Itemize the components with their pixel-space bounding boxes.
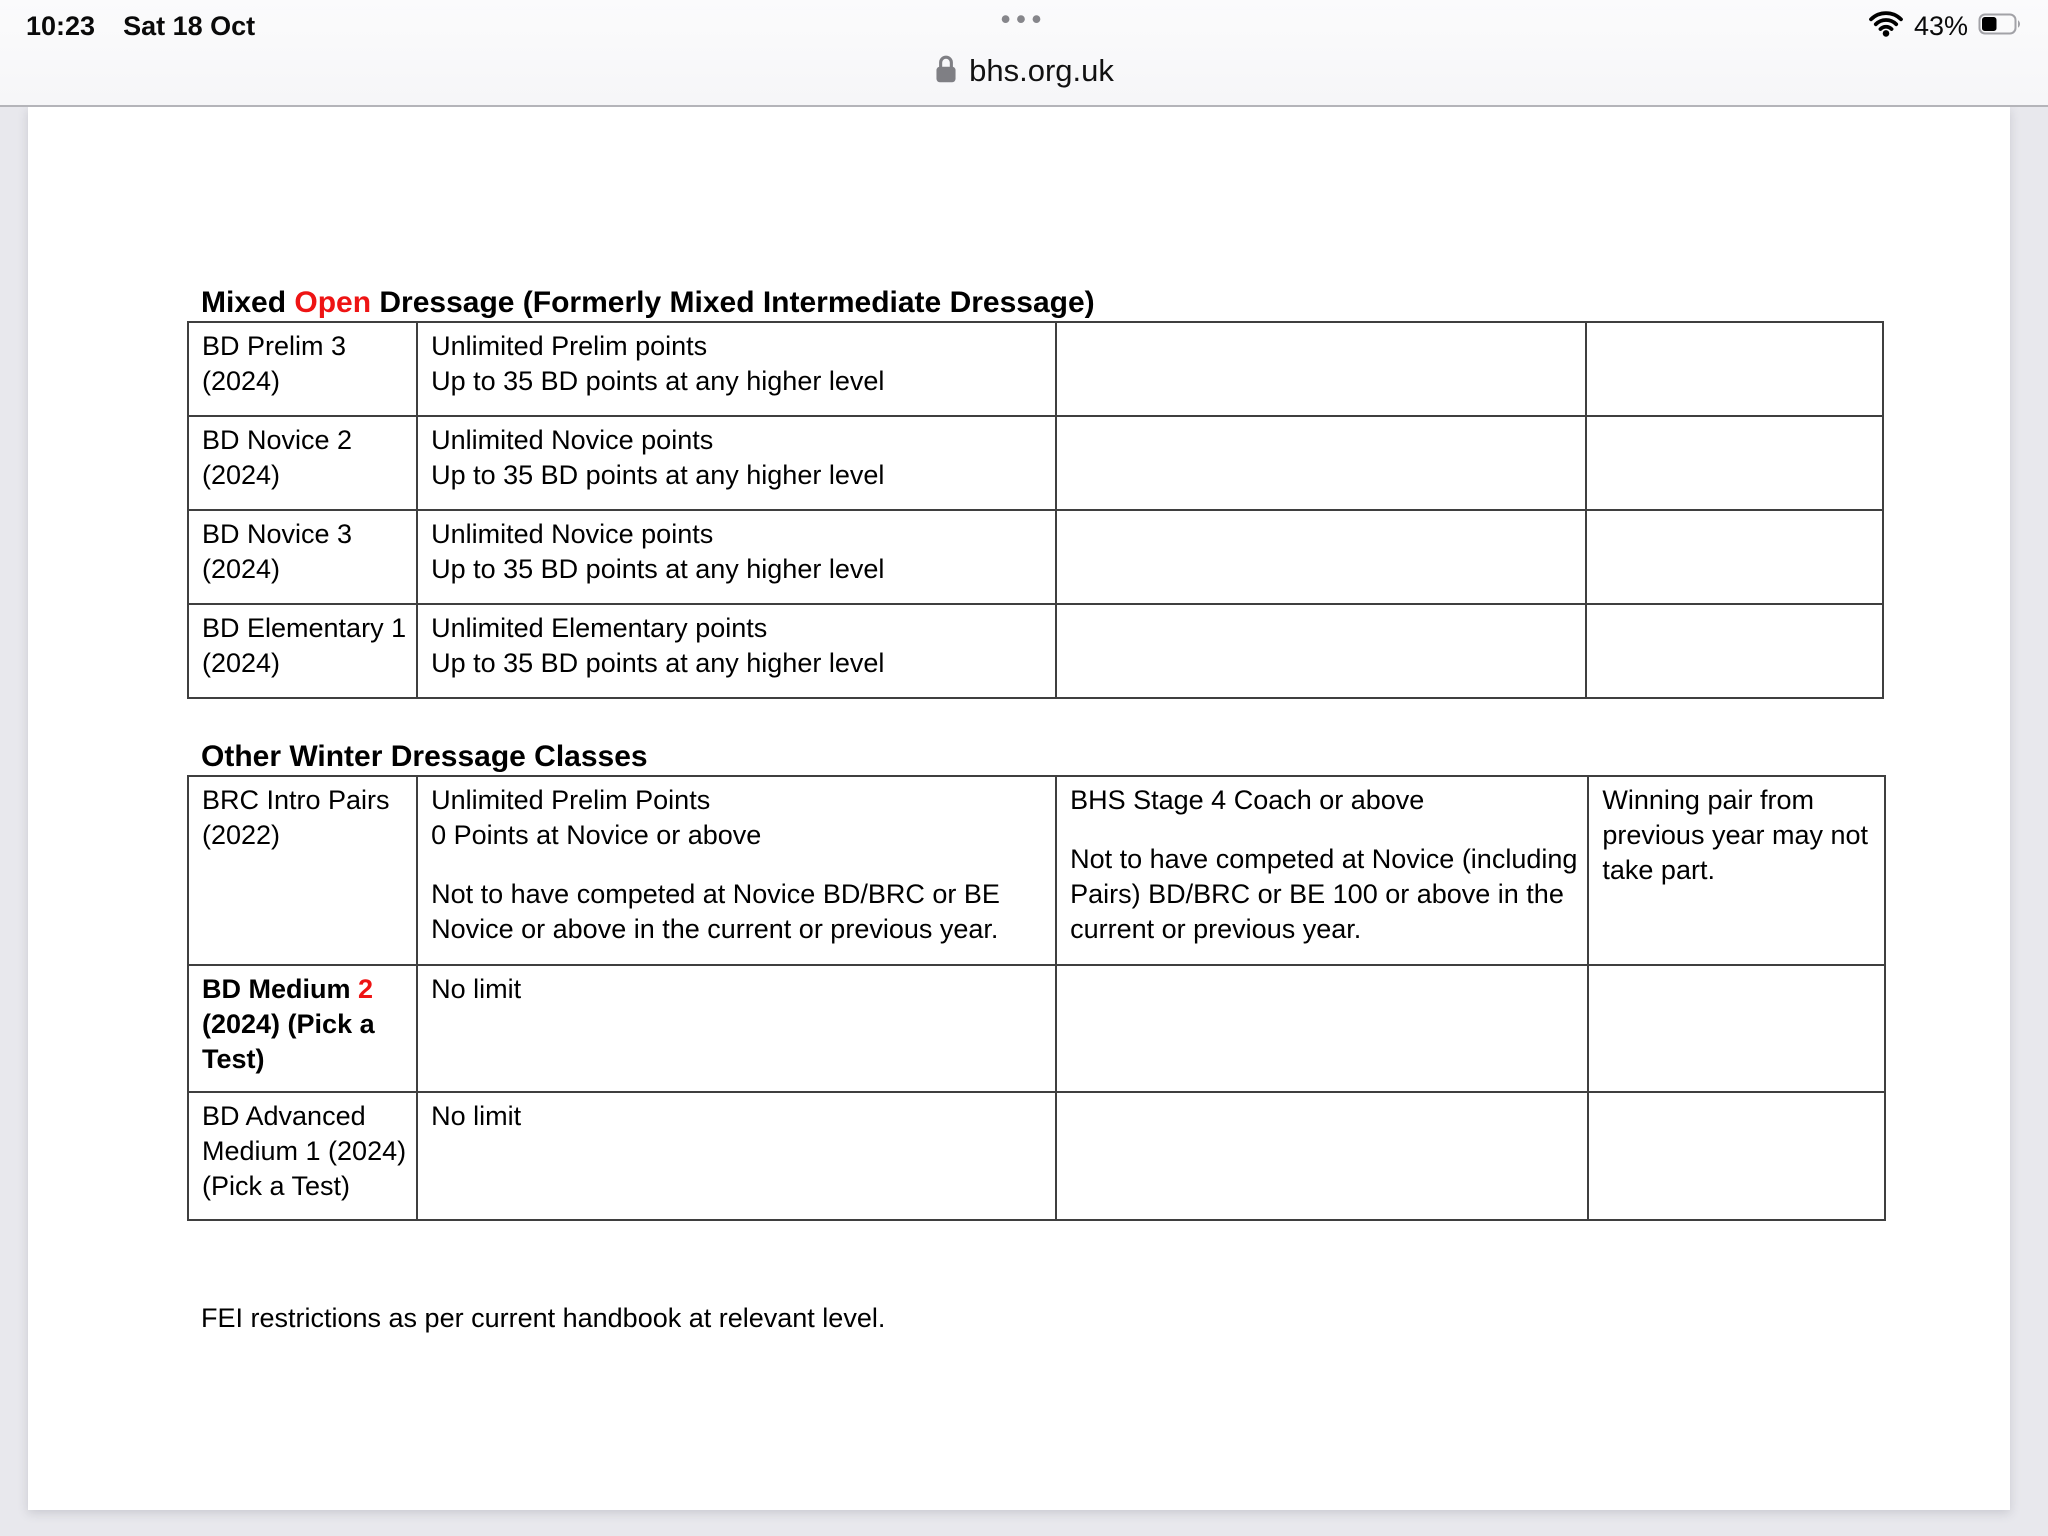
cell-empty [1586,604,1883,698]
criteria-line: Unlimited Prelim Points [431,785,711,815]
cell-class-name [188,322,417,416]
cell-class-name [188,776,417,965]
fei-restrictions-note: FEI restrictions as per current handbook at relevant level. [201,1303,886,1333]
criteria-line: Unlimited Novice points [431,519,714,549]
cell-points-criteria [417,965,1056,1092]
title-text: Mixed [201,286,295,319]
table-row [188,1092,1885,1220]
title-highlight: Open [294,286,372,319]
class-name-line: BD Advanced [202,1101,366,1131]
cell-points-criteria [417,416,1056,510]
class-name-line: (2024) [202,460,281,490]
cell-empty [1586,322,1883,416]
class-name-line [202,972,406,1007]
cell-empty [1588,1092,1885,1220]
status-time: 10:23 [26,10,96,41]
document-page [28,107,2010,1510]
class-name-line: BRC Intro Pairs [202,785,390,815]
section2-title: Other Winter Dressage Classes [201,740,648,773]
class-name-highlight: 2 [358,974,374,1004]
class-name-line: BD Elementary 1 [202,613,407,643]
restriction-line: take part. [1602,855,1715,885]
paragraph-gap [431,853,1045,877]
cell-class-name [188,965,417,1092]
cell-coach-requirement [1056,776,1588,965]
title-text: Dressage (Formerly Mixed Intermediate Dressage) [371,286,1095,319]
status-bar [0,0,2048,44]
criteria-line: Unlimited Novice points [431,425,714,455]
coach-line: BHS Stage 4 Coach or above [1070,785,1425,815]
cell-empty [1056,322,1586,416]
other-winter-dressage-table [187,775,1886,1221]
class-name-line: (2024) [202,648,281,678]
status-date: Sat 18 Oct [123,10,256,41]
lock-icon [934,53,958,89]
paragraph-gap [1070,818,1577,842]
table-row [188,965,1885,1092]
status-left [26,11,255,42]
criteria-line: Up to 35 BD points at any higher level [431,460,885,490]
battery-percent: 43% [1913,10,1968,41]
class-name-line: BD Novice 2 [202,425,353,455]
restriction-line: previous year may not [1602,820,1869,850]
class-name-line: (2022) [202,820,281,850]
criteria-line: Unlimited Prelim points [431,331,708,361]
cell-empty [1588,965,1885,1092]
class-name-line: Test) [202,1044,265,1074]
section1-title [201,285,2010,321]
cell-empty [1056,604,1586,698]
table-row [188,416,1883,510]
cell-points-criteria [417,604,1056,698]
cell-class-name [188,604,417,698]
table-row [188,604,1883,698]
cell-points-criteria [417,510,1056,604]
cell-restriction [1588,776,1885,965]
criteria-line: Up to 35 BD points at any higher level [431,366,885,396]
criteria-line: Not to have competed at Novice BD/BRC or BE [431,879,1000,909]
restriction-line: Winning pair from [1602,785,1814,815]
coach-line: Not to have competed at Novice (including [1070,844,1578,874]
ellipsis-icon[interactable]: ••• [1000,4,1048,34]
cell-class-name [188,416,417,510]
table-row [188,510,1883,604]
class-name-line: (2024) [202,366,281,396]
cell-class-name [188,510,417,604]
criteria-line: Up to 35 BD points at any higher level [431,648,885,678]
table-row [188,322,1883,416]
document-content [28,107,2010,1336]
criteria-line: Unlimited Elementary points [431,613,768,643]
battery-icon [1978,13,2022,40]
url-text: bhs.org.uk [969,53,1114,88]
class-name-line: (2024) [202,554,281,584]
coach-line: current or previous year. [1070,914,1362,944]
criteria-line: 0 Points at Novice or above [431,820,762,850]
cell-empty [1586,416,1883,510]
cell-empty [1056,965,1588,1092]
criteria-line: No limit [431,1101,522,1131]
class-name-line: (Pick a Test) [202,1171,351,1201]
class-name-line: (2024) (Pick a [202,1009,375,1039]
mixed-open-dressage-table [187,321,1884,699]
status-right [1868,10,2022,42]
class-name-line: Medium 1 (2024) [202,1136,407,1166]
class-name-line: BD Novice 3 [202,519,353,549]
wifi-icon [1868,10,1904,42]
cell-points-criteria [417,1092,1056,1220]
criteria-line: Novice or above in the current or previous year. [431,914,999,944]
cell-points-criteria [417,322,1056,416]
cell-empty [1056,416,1586,510]
cell-points-criteria [417,776,1056,965]
class-name-line: BD Prelim 3 [202,331,347,361]
cell-class-name [188,1092,417,1220]
safari-toolbar [0,0,2048,107]
address-bar[interactable] [0,46,2048,96]
criteria-line: Up to 35 BD points at any higher level [431,554,885,584]
criteria-line: No limit [431,974,522,1004]
table-row [188,776,1885,965]
status-center [0,4,2048,35]
cell-empty [1586,510,1883,604]
coach-line: Pairs) BD/BRC or BE 100 or above in the [1070,879,1564,909]
class-name-text: BD Medium [202,974,359,1004]
cell-empty [1056,510,1586,604]
cell-empty [1056,1092,1588,1220]
